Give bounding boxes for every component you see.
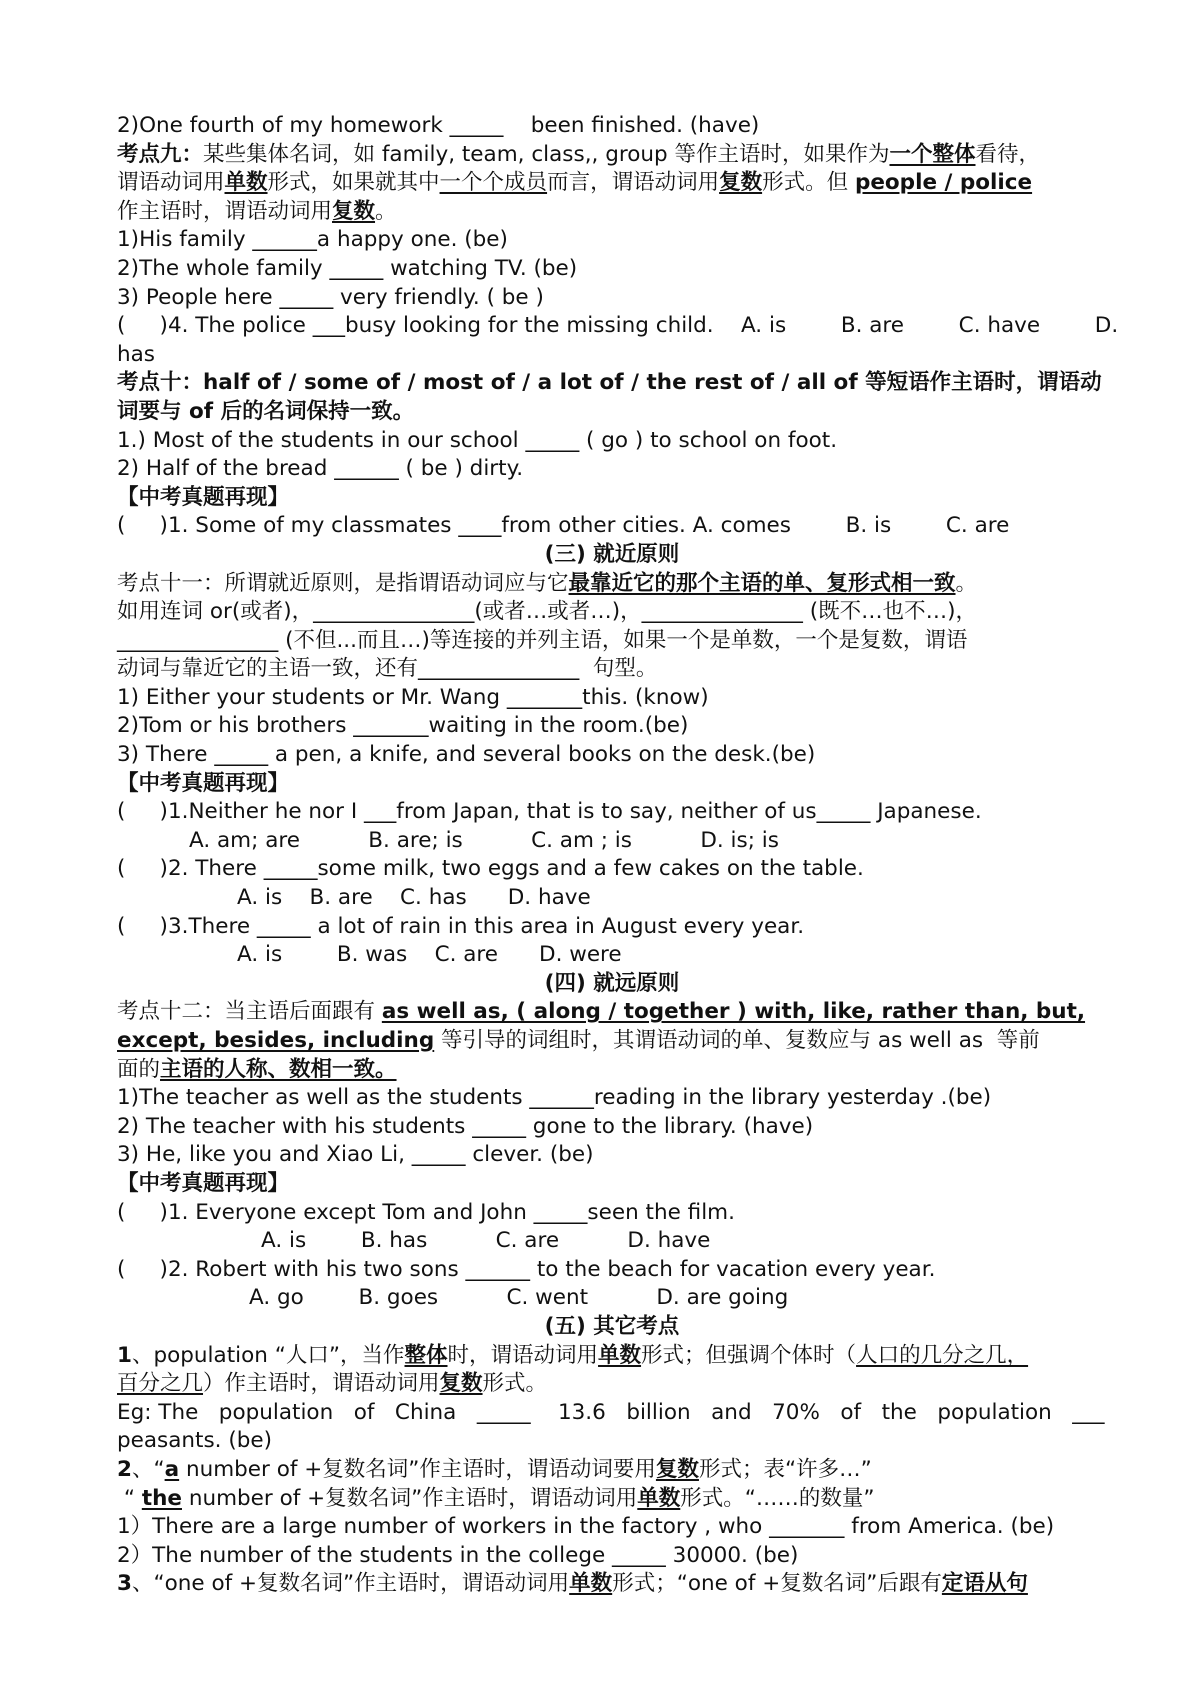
exercise-line: ( )1. Some of my classmates ____from other cities. A. comes B. is C. are [117, 513, 1010, 539]
exercise-line: 2) Half of the bread ______ ( be ) dirty. [117, 456, 524, 482]
rule-text: 面的 [117, 1056, 161, 1082]
exercise-line: 2)Tom or his brothers _______waiting in the room.(be) [117, 713, 689, 739]
emphasis: 整体 [404, 1342, 448, 1368]
answer-options: A. is B. has C. are D. have [261, 1228, 711, 1254]
example-line: Eg: The population of China _____ 13.6 billion and 70% of the population ___ [117, 1399, 1105, 1425]
other-point-2-line-1 [117, 1456, 1107, 1485]
exercise-line: ( )1. Everyone except Tom and John _____seen the film. [117, 1199, 735, 1225]
emphasis: 单数 [637, 1485, 681, 1511]
exercise-line: 3) He, like you and Xiao Li, _____ clever. (be) [117, 1142, 594, 1168]
section-heading: (五) 其它考点 [544, 1313, 680, 1339]
emphasis: 定语从句 [941, 1571, 1028, 1597]
rule-text: 而言，谓语动词用 [547, 170, 720, 196]
rule-text: 考点十二：当主语后面跟有 [117, 999, 382, 1025]
emphasis: people / police [854, 170, 1033, 196]
rule-text: 形式；表“许多…” [698, 1456, 872, 1482]
emphasis: the [141, 1485, 182, 1511]
rule-text: 形式。 [482, 1371, 548, 1397]
rule-text: 谓语动词用 [117, 170, 225, 196]
emphasis: as well as, ( along / together ) with, like, rather than, but, [381, 999, 1086, 1025]
emphasis: 单数 [569, 1571, 613, 1597]
emphasis: 百分之几 [117, 1371, 204, 1397]
section-heading: (四) 就远原则 [544, 970, 680, 996]
other-point-2-line-2 [117, 1485, 1107, 1514]
emphasis: 一个个成员 [439, 170, 548, 196]
rule-text: 考点十一：所谓就近原则，是指谓语动词应与它 [117, 570, 569, 596]
rule-text: 看待， [975, 141, 1041, 167]
exercise-line: 2）The number of the students in the college _____ 30000. (be) [117, 1542, 799, 1568]
emphasis: 单数 [224, 170, 268, 196]
emphasis: 复数 [719, 170, 763, 196]
exercise-line: 1)The teacher as well as the students ______reading in the library yesterday .(be) [117, 1085, 992, 1111]
rule-9-line-2 [117, 169, 1107, 198]
exercise-line: ( )1.Neither he nor I ___from Japan, that is to say, neither of us_____ Japanese. [117, 799, 982, 825]
emphasis: 复数 [655, 1456, 699, 1482]
section-heading: (三) 就近原则 [544, 541, 680, 567]
emphasis: 一个整体 [889, 141, 976, 167]
rule-text: 、population “人口”，当作 [131, 1342, 405, 1368]
emphasis: except, besides, including [117, 1028, 435, 1053]
rule-text: 。 [375, 198, 397, 224]
section-label: 【中考真题再现】 [117, 1170, 290, 1196]
rule-text: “ [117, 1485, 142, 1511]
rule-text: 、“one of +复数名词”作主语时，谓语动词用 [131, 1571, 570, 1597]
rule-text: 、“ [131, 1456, 165, 1482]
emphasis: 复数 [332, 198, 376, 224]
rule-12-line-2 [117, 1027, 1107, 1056]
rule-11-line-4: 动词与靠近它的主语一致，还有_______________ 句型。 [117, 656, 658, 682]
exercise-line: ( )2. There _____some milk, two eggs and a few cakes on the table. [117, 856, 864, 882]
rule-text: 时，谓语动词用 [447, 1342, 599, 1368]
rule-text: 。 [955, 570, 978, 596]
exercise-line: 1.) Most of the students in our school _____ ( go ) to school on foot. [117, 427, 838, 453]
point-number: 2 [117, 1456, 132, 1482]
exercise-line: 2)One fourth of my homework _____ been finished. (have) [117, 113, 760, 138]
answer-options: A. is B. was C. are D. were [237, 942, 622, 968]
rule-text: 形式，如果就其中 [267, 170, 440, 196]
rule-10-line-1: 考点十：half of / some of / most of / a lot of / the rest of / all of 等短语作主语时，谓语动 [117, 370, 1102, 396]
rule-9-line-1 [117, 141, 1107, 170]
rule-text: 形式。但 [762, 170, 855, 196]
exercise-line: 3) People here _____ very friendly. ( be ) [117, 284, 544, 310]
section-label: 【中考真题再现】 [117, 770, 290, 796]
emphasis: 最靠近它的那个主语的单、复形式相一致 [568, 570, 956, 596]
exercise-line: ( )4. The police ___busy looking for the missing child. A. is B. are C. have D. [117, 313, 1119, 339]
example-line: peasants. (be) [117, 1428, 273, 1454]
rule-11-line-1 [117, 570, 1107, 599]
rule-12-line-1 [117, 998, 1107, 1027]
other-point-1-line-1 [117, 1342, 1107, 1371]
other-point-3-line-1 [117, 1570, 1107, 1599]
answer-options: A. is B. are C. has D. have [237, 885, 591, 911]
other-point-1-line-2 [117, 1370, 1107, 1399]
answer-options: A. go B. goes C. went D. are going [249, 1285, 789, 1311]
rule-9-line-3 [117, 198, 1107, 227]
document-page [117, 112, 1119, 1599]
exercise-line: 2) The teacher with his students _____ gone to the library. (have) [117, 1113, 814, 1139]
exercise-line: 2)The whole family _____ watching TV. (be) [117, 255, 578, 281]
emphasis: 人口的几分之几， [856, 1342, 1029, 1368]
rule-text: 作主语时，谓语动词用 [117, 198, 333, 224]
rule-text: number of +复数名词”作主语时，谓语动词用 [181, 1485, 638, 1511]
exercise-line: 3) There _____ a pen, a knife, and several books on the desk.(be) [117, 742, 816, 768]
rule-11-line-2: 如用连词 or(或者)，_______________(或者…或者…)，_______________ (既不…也不…)， [117, 599, 977, 625]
rule-text: 形式。“……的数量” [680, 1485, 875, 1511]
rule-10-line-2: 词要与 of 后的名词保持一致。 [117, 398, 415, 424]
rule-text: ）作主语时，谓语动词用 [203, 1371, 440, 1397]
exercise-line: 1）There are a large number of workers in the factory , who _______ from America. (be) [117, 1514, 1055, 1540]
exercise-line: 1) Either your students or Mr. Wang _______this. (know) [117, 684, 709, 710]
rule-text: 形式；“one of +复数名词”后跟有 [612, 1571, 942, 1597]
section-label: 【中考真题再现】 [117, 484, 290, 510]
answer-options: A. am; are B. are; is C. am ; is D. is; is [189, 827, 779, 853]
point-number: 3 [117, 1571, 132, 1597]
exercise-line: ( )2. Robert with his two sons ______ to the beach for vacation every year. [117, 1256, 936, 1282]
emphasis: 单数 [598, 1342, 642, 1368]
exercise-line: ( )3.There _____ a lot of rain in this area in August every year. [117, 913, 805, 939]
emphasis: 复数 [439, 1371, 483, 1397]
rule-11-line-3: _______________ (不但...而且…)等连接的并列主语，如果一个是单数，一个是复数，谓语 [117, 627, 968, 653]
rule-12-line-3 [117, 1056, 1107, 1085]
rule-text: 等引导的词组时，其谓语动词的单、复数应与 as well as 等前 [434, 1028, 1040, 1053]
rule-heading: 考点九： [117, 141, 204, 167]
exercise-line: has [117, 341, 156, 367]
point-number: 1 [117, 1342, 132, 1368]
rule-text: 某些集体名词，如 family, team, class,, group 等作主语时，如果作为 [203, 141, 890, 167]
emphasis: 主语的人称、数相一致。 [160, 1056, 397, 1082]
emphasis: a [164, 1456, 180, 1482]
rule-text: 形式；但强调个体时（ [641, 1342, 857, 1368]
exercise-line: 1)His family ______a happy one. (be) [117, 227, 508, 253]
rule-text: number of +复数名词”作主语时，谓语动词要用 [179, 1456, 656, 1482]
